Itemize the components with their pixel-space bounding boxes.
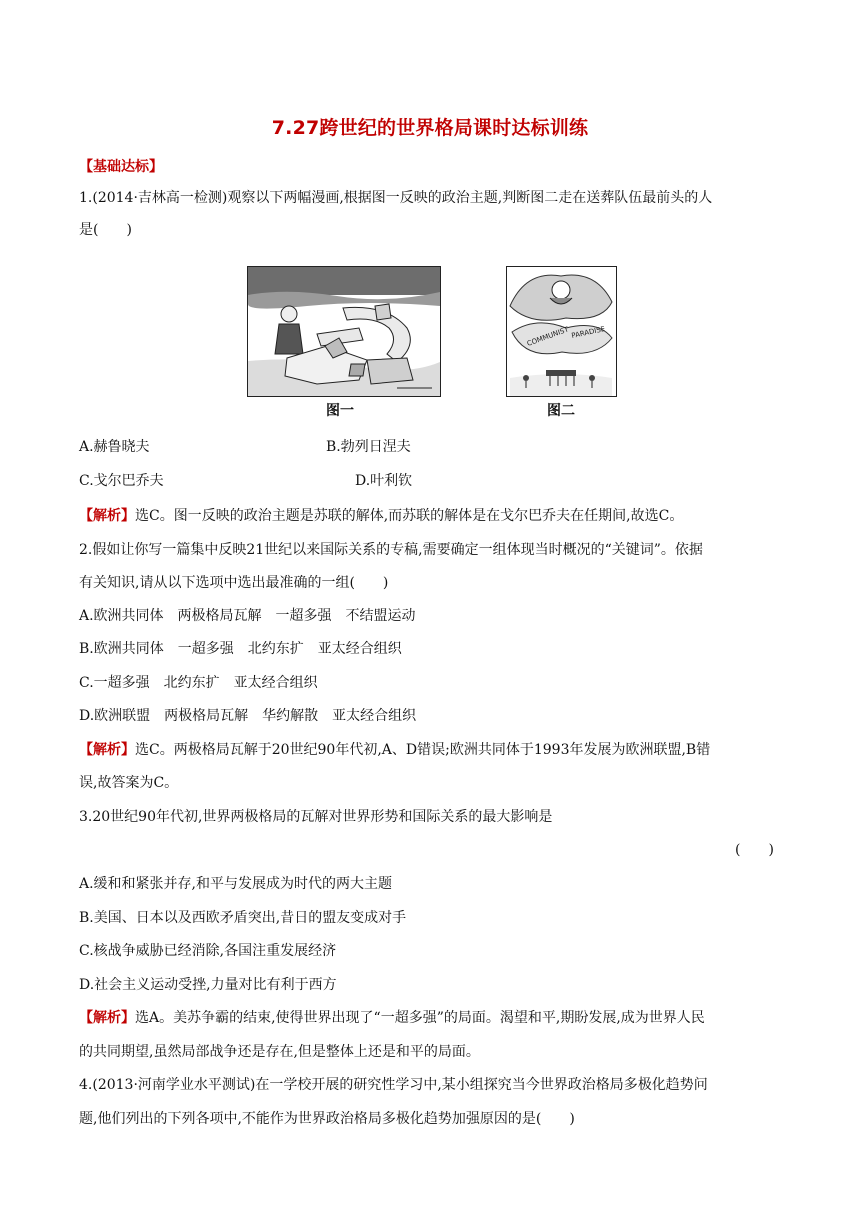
q1-option-d[interactable]: D.叶利钦 bbox=[355, 473, 413, 489]
q2-stem-line2: 有关知识,请从以下选项中选出最准确的一组( ) bbox=[79, 575, 389, 591]
q2-option-d[interactable]: D.欧洲联盟 两极格局瓦解 华约解散 亚太经合组织 bbox=[79, 708, 417, 724]
analysis-text: 选C。图一反映的政治主题是苏联的解体,而苏联的解体是在戈尔巴乔夫在任期间,故选C。 bbox=[135, 508, 684, 524]
q3-option-d[interactable]: D.社会主义运动受挫,力量对比有利于西方 bbox=[79, 977, 337, 993]
q3-answer-paren: ( ) bbox=[735, 842, 774, 858]
section-heading: 【基础达标】 bbox=[79, 159, 163, 175]
page-title: 7.27跨世纪的世界格局课时达标训练 bbox=[271, 117, 589, 139]
q1-stem-line2: 是( ) bbox=[79, 222, 132, 238]
q3-option-b[interactable]: B.美国、日本以及西欧矛盾突出,昔日的盟友变成对手 bbox=[79, 910, 407, 926]
q3-analysis-line2: 的共同期望,虽然局部战争还是存在,但是整体上还是和平的局面。 bbox=[79, 1044, 480, 1060]
cartoon-1-illustration bbox=[247, 266, 441, 397]
q4-stem-line1: 4.(2013·河南学业水平测试)在一学校开展的研究性学习中,某小组探究当今世界政治格局多极化趋势问 bbox=[79, 1077, 708, 1093]
q2-option-c[interactable]: C.一超多强 北约东扩 亚太经合组织 bbox=[79, 675, 318, 691]
q3-option-a[interactable]: A.缓和和紧张并存,和平与发展成为时代的两大主题 bbox=[79, 876, 393, 892]
analysis-text: 选A。美苏争霸的结束,使得世界出现了“一超多强”的局面。渴望和平,期盼发展,成为世界人民 bbox=[135, 1010, 705, 1026]
q1-option-b[interactable]: B.勃列日涅夫 bbox=[326, 439, 411, 455]
q3-analysis-line1 bbox=[79, 1008, 705, 1028]
q1-option-c[interactable]: C.戈尔巴乔夫 bbox=[79, 473, 164, 489]
q1-analysis bbox=[79, 506, 683, 526]
paradise-label: PARADISE bbox=[570, 325, 606, 340]
analysis-tag: 【解析】 bbox=[79, 742, 135, 758]
figure-2-caption: 图二 bbox=[547, 403, 575, 419]
q4-stem-line2: 题,他们列出的下列各项中,不能作为世界政治格局多极化趋势加强原因的是( ) bbox=[79, 1111, 575, 1127]
q1-stem-line1: 1.(2014·吉林高一检测)观察以下两幅漫画,根据图一反映的政治主题,判断图二走在送葬队伍最前头的人 bbox=[79, 190, 713, 206]
cartoon-2-illustration bbox=[506, 266, 617, 397]
analysis-text: 选C。两极格局瓦解于20世纪90年代初,A、D错误;欧洲共同体于1993年发展为欧洲联盟,B错 bbox=[135, 742, 711, 758]
communist-label: COMMUNIST bbox=[525, 325, 570, 348]
figure-1-caption: 图一 bbox=[326, 403, 354, 419]
cartoon-figure-1 bbox=[247, 266, 441, 397]
cartoon-figure-2 bbox=[506, 266, 617, 397]
q3-stem: 3.20世纪90年代初,世界两极格局的瓦解对世界形势和国际关系的最大影响是 bbox=[79, 809, 553, 825]
q2-option-b[interactable]: B.欧洲共同体 一超多强 北约东扩 亚太经合组织 bbox=[79, 641, 402, 657]
q2-analysis-line1 bbox=[79, 740, 710, 760]
analysis-tag: 【解析】 bbox=[79, 1010, 135, 1026]
q2-stem-line1: 2.假如让你写一篇集中反映21世纪以来国际关系的专稿,需要确定一组体现当时概况的“关键词”。依据 bbox=[79, 542, 703, 558]
q2-option-a[interactable]: A.欧洲共同体 两极格局瓦解 一超多强 不结盟运动 bbox=[79, 608, 416, 624]
q1-option-a[interactable]: A.赫鲁晓夫 bbox=[79, 439, 150, 455]
q2-analysis-line2: 误,故答案为C。 bbox=[79, 775, 179, 791]
q3-option-c[interactable]: C.核战争威胁已经消除,各国注重发展经济 bbox=[79, 943, 337, 959]
analysis-tag: 【解析】 bbox=[79, 508, 135, 524]
